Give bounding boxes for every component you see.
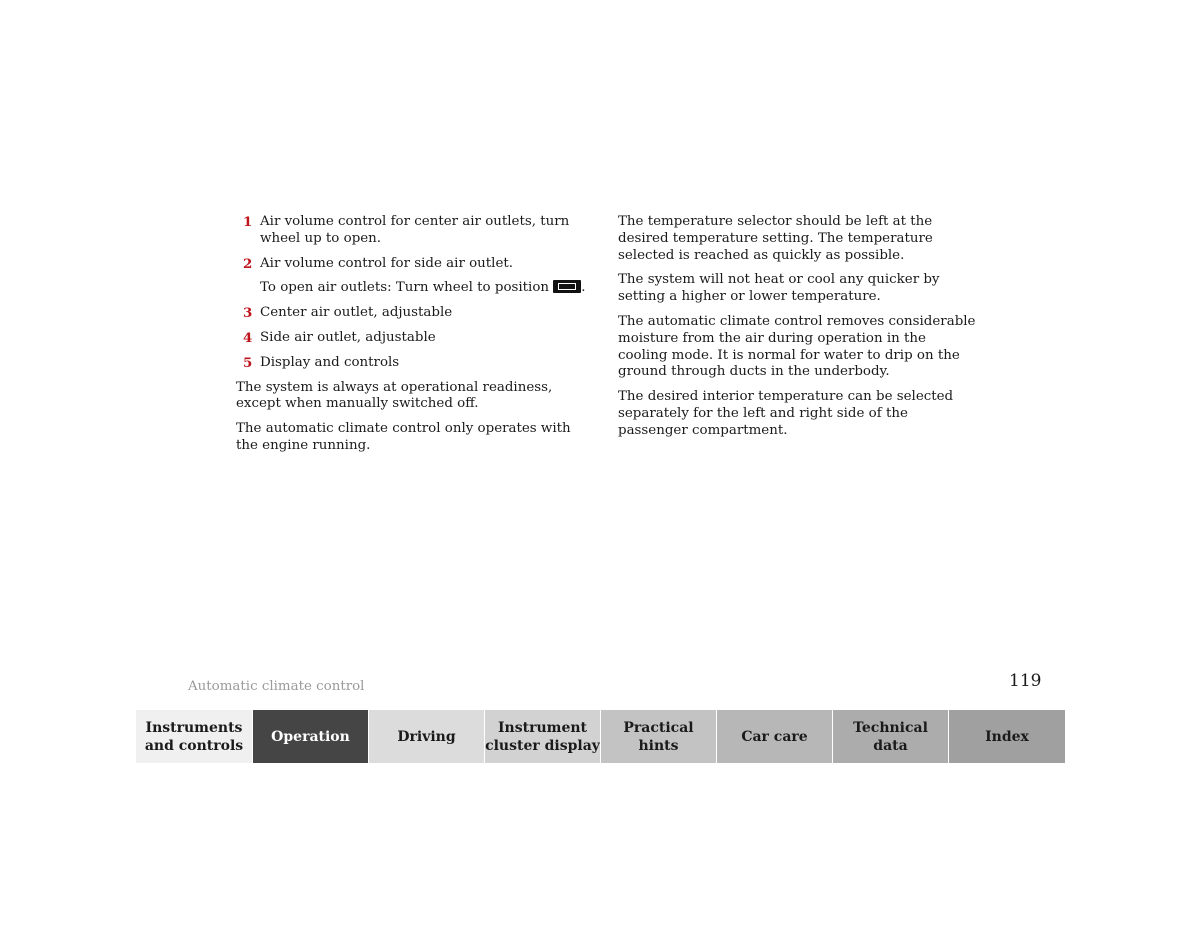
paragraph: The automatic climate control removes considerable moisture from the air during operation in the cooling mode. It is normal for water to drip on the ground through ducts in the underbody. (618, 313, 976, 380)
tab-operation[interactable]: Operation (252, 710, 368, 763)
section-title: Automatic climate control (188, 679, 365, 694)
right-column (618, 214, 978, 448)
paragraph: The desired interior temperature can be selected separately for the left and right side of the passenger compartment. (618, 389, 954, 438)
item-number: 5 (243, 354, 253, 371)
tab-driving[interactable]: Driving (368, 710, 484, 763)
tab-car-care[interactable]: Car care (716, 710, 832, 763)
paragraph: The system is always at operational readiness, except when manually switched off. (236, 379, 553, 412)
tab-practical-hints[interactable]: Practical hints (600, 710, 716, 763)
item-number: 1 (243, 214, 253, 230)
chapter-nav (136, 710, 1065, 763)
tab-technical-data[interactable]: Technical data (832, 710, 948, 763)
list-item (236, 355, 594, 372)
item-number: 2 (243, 255, 253, 272)
list-item (236, 305, 594, 322)
item-text: Display and controls (260, 354, 400, 370)
item-number: 4 (243, 329, 253, 346)
item-text: Side air outlet, adjustable (260, 329, 436, 345)
item-text: Air volume control for side air outlet. (260, 255, 514, 271)
left-column (236, 214, 594, 463)
item-text: Center air outlet, adjustable (260, 305, 453, 321)
sub-note (236, 280, 594, 297)
list-item (236, 256, 594, 273)
item-number: 3 (243, 305, 253, 322)
tab-instrument-cluster-display[interactable]: Instrument cluster display (484, 710, 600, 763)
list-item (236, 330, 594, 347)
tab-instruments-and-controls[interactable]: Instruments and controls (136, 710, 252, 763)
open-position-icon (553, 280, 581, 293)
sub-note-end: . (581, 280, 586, 296)
item-text: Air volume control for center air outlets, turn wheel up to open. (260, 214, 570, 246)
tab-index[interactable]: Index (948, 710, 1065, 763)
list-item (236, 214, 594, 248)
paragraph: The system will not heat or cool any quicker by setting a higher or lower temperature. (618, 272, 940, 305)
sub-note-text: To open air outlets: Turn wheel to position (260, 280, 550, 296)
paragraph: The automatic climate control only operates with the engine running. (236, 421, 571, 453)
paragraph: The temperature selector should be left at the desired temperature setting. The temperature selected is reached as quickly as possible. (618, 214, 933, 263)
page-number: 119 (1009, 671, 1042, 691)
